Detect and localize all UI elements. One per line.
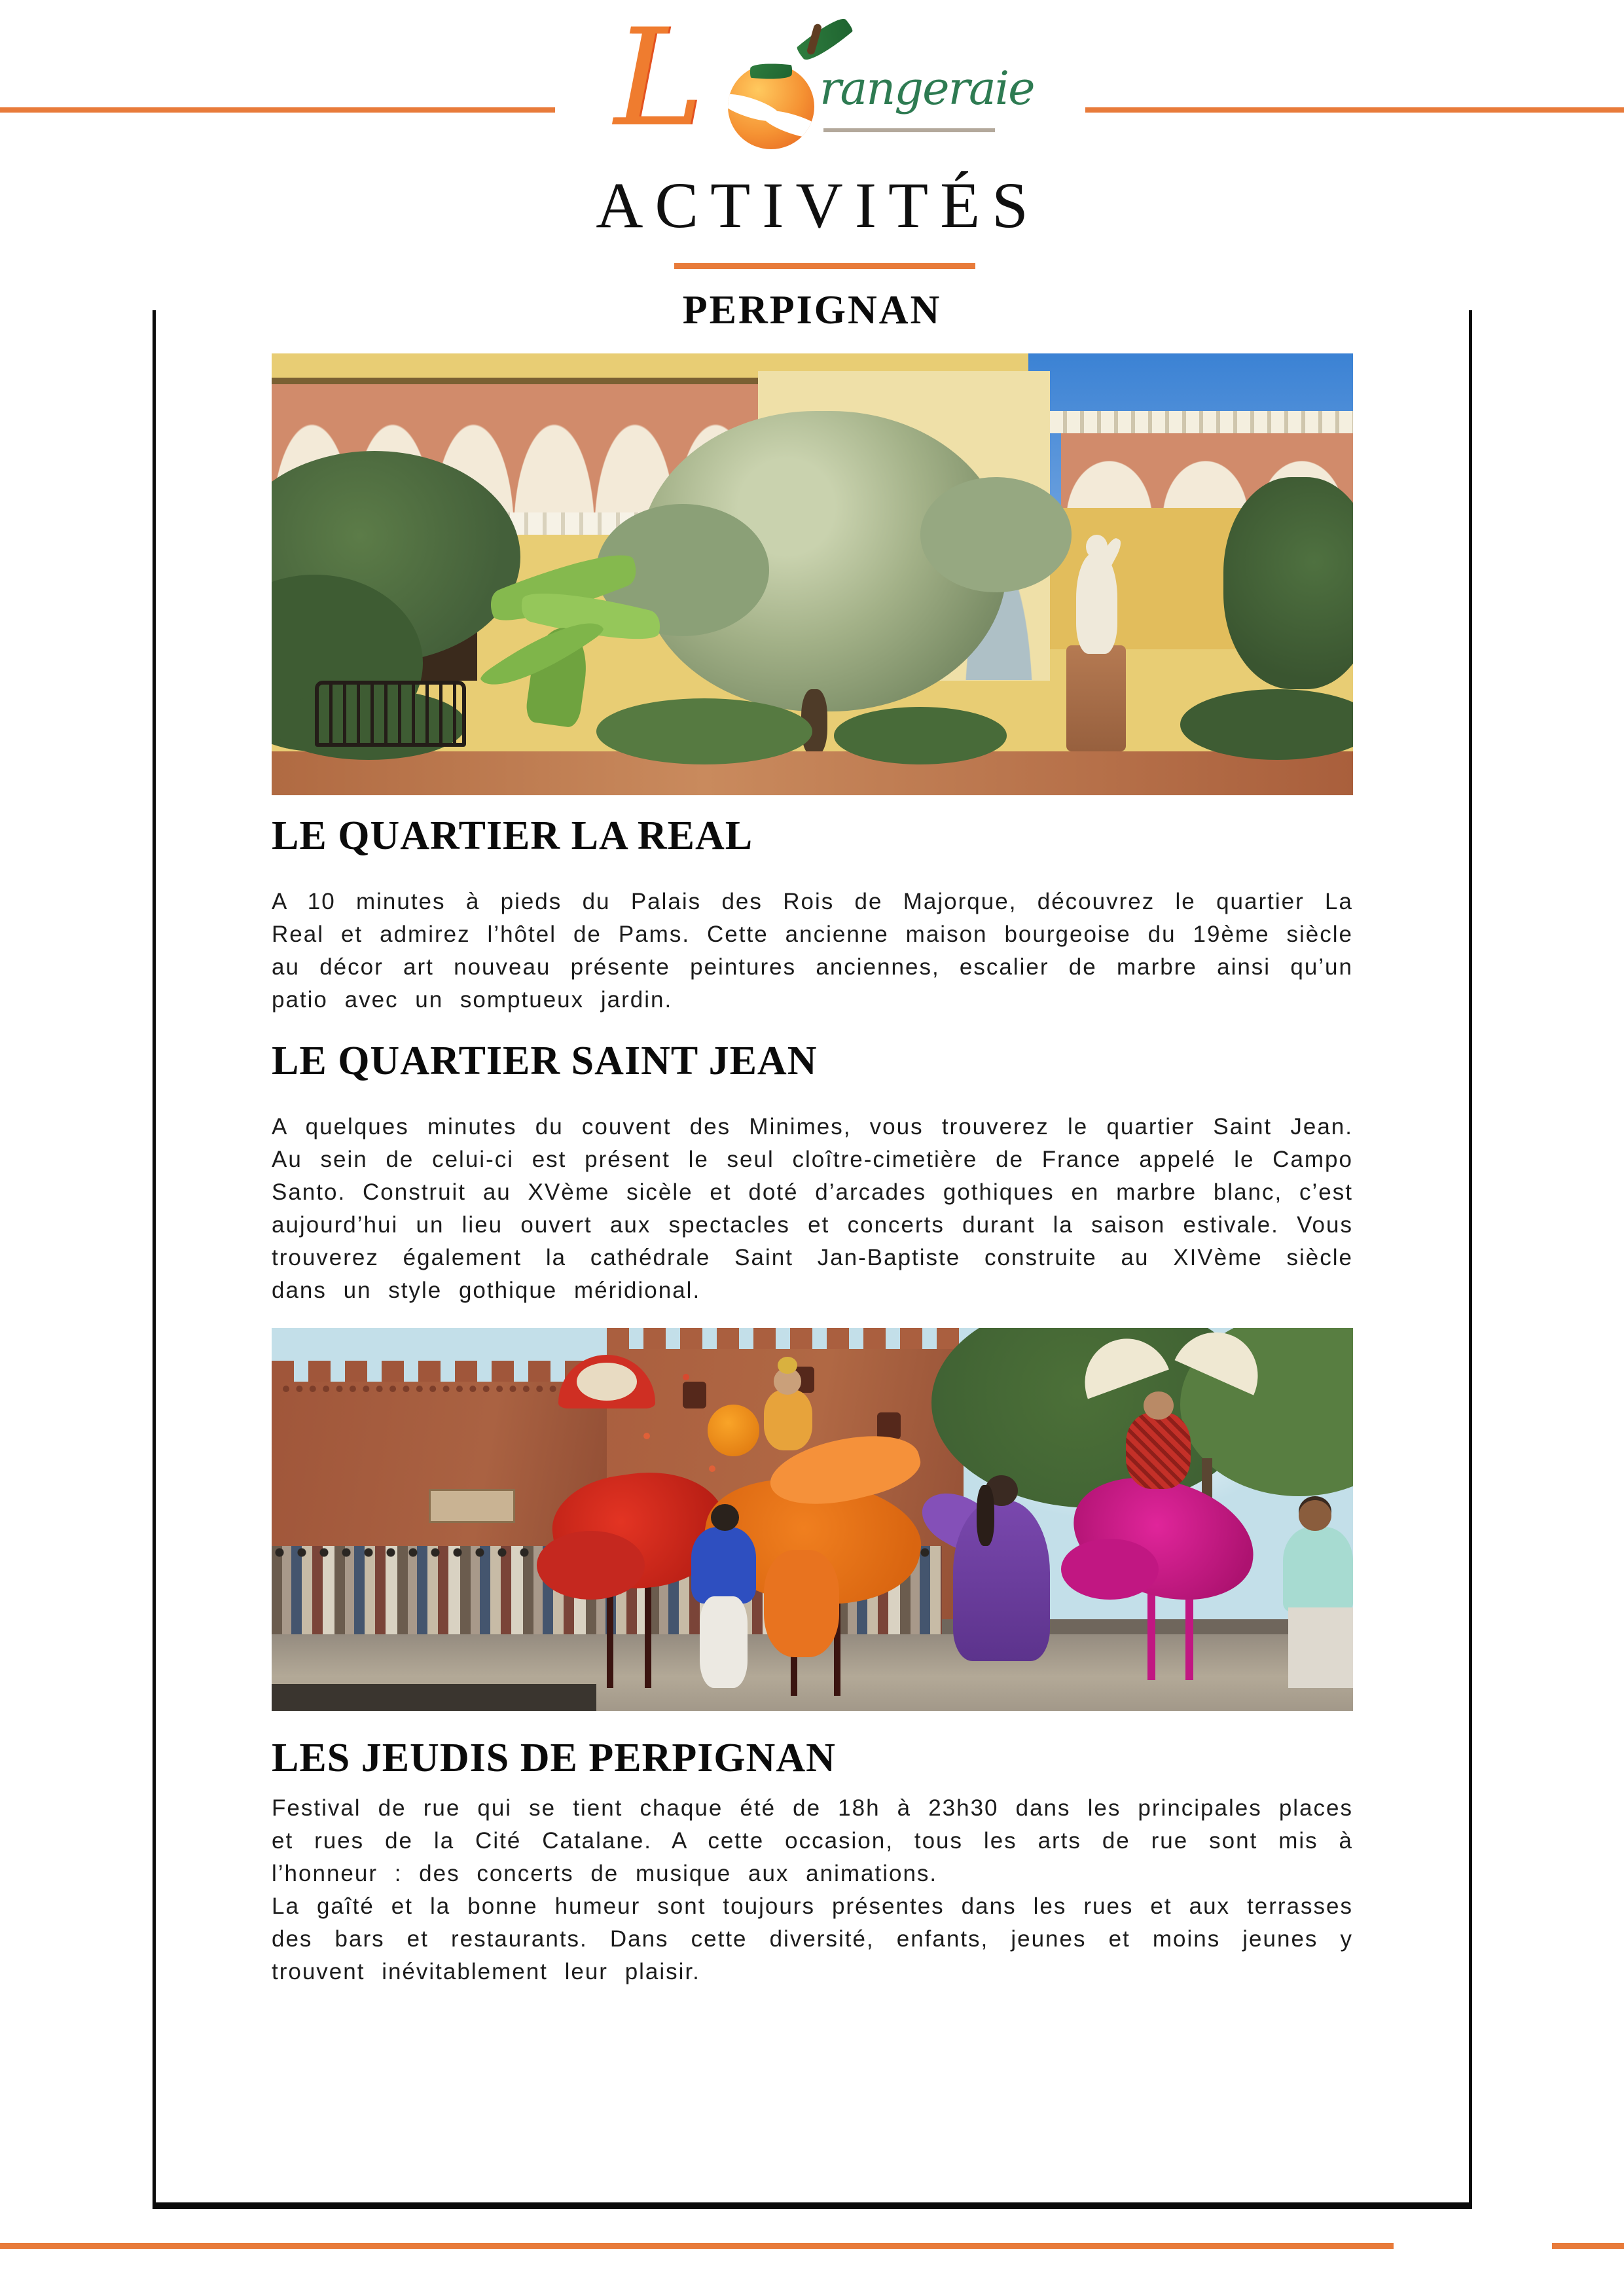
orange-swirl <box>759 105 814 144</box>
pink-performer <box>1144 1391 1174 1420</box>
climbing-plants <box>1223 477 1353 689</box>
card-frame-bottom <box>153 2202 1472 2209</box>
balustrade <box>1050 411 1353 433</box>
purple-performer <box>953 1500 1051 1661</box>
spectator <box>1288 1607 1353 1688</box>
logo-letter-l: L <box>614 1 704 156</box>
city-heading: PERPIGNAN <box>682 288 942 332</box>
top-accent-line-left <box>0 107 555 113</box>
patio-hotel-pams-photo <box>272 353 1353 795</box>
confetti <box>683 1374 689 1380</box>
man-blue-shirt <box>700 1596 748 1688</box>
section-paragraph: A quelques minutes du couvent des Minimes, vous trouverez le quartier Saint Jean. Au sein de celui-ci est présent le seul cloître-cimetière de France appelé le Campo Santo. Construit au XVème sicèle et doté d’arcades gothiques en marbre blanc, c’est aujourd’hui un lieu ouvert aux spectacles et concerts durant la saison estivale. Vous trouverez également la cathédrale Saint Jan-Baptiste construite au XIVème siècle dans un style gothique méridional. <box>272 1114 1353 1303</box>
garden-bench <box>315 681 466 747</box>
man-blue-shirt <box>691 1527 756 1604</box>
shrub <box>596 698 812 764</box>
stilt <box>645 1573 651 1688</box>
stilt-performer <box>778 1357 797 1374</box>
section-paragraph: Festival de rue qui se tient chaque été de 18h à 23h30 dans les principales places et rues de la Cité Catalane. A cette occasion, tous les arts de rue sont mis à l’honneur : des concerts de musique aux animations. <box>272 1795 1353 1886</box>
jeudis-de-perpignan-photo <box>272 1328 1353 1711</box>
stilt-performer <box>764 1390 812 1451</box>
stilt <box>1185 1588 1193 1680</box>
statue-pedestal <box>1066 645 1126 751</box>
olive-tree <box>920 477 1072 592</box>
page-title: ACTIVITÉS <box>596 169 1040 242</box>
castle-window <box>877 1412 901 1439</box>
red-parasol <box>577 1363 638 1401</box>
stilt <box>1147 1588 1155 1680</box>
pink-flower-costume <box>1061 1539 1159 1600</box>
logo-underline <box>823 128 995 132</box>
purple-performer <box>977 1485 994 1547</box>
section-heading-jeudis: LES JEUDIS DE PERPIGNAN <box>272 1736 836 1780</box>
section-paragraph: La gaîté et la bonne humeur sont toujours présentes dans les rues et aux terrasses des bars et restaurants. Dans cette diversité, enfants, jeunes et moins jeunes y trouvent inévitablement leur plaisir. <box>272 1893 1353 1984</box>
man-blue-shirt <box>711 1504 739 1531</box>
terracotta-ground <box>272 751 1353 796</box>
orange-flower-costume <box>764 1550 840 1657</box>
section-paragraph: A 10 minutes à pieds du Palais des Rois de Majorque, découvrez le quartier La Real et admirez l’hôtel de Pams. Cette ancienne maison bourgeoise du 19ème siècle au décor art nouveau présente peintures anciennes, escalier de marbre ainsi qu’un patio avec un somptueux jardin. <box>272 889 1353 1013</box>
pink-performer <box>1126 1412 1191 1489</box>
spectator <box>1299 1500 1331 1531</box>
bottom-accent-line-left <box>0 2243 1394 2249</box>
bottom-accent-line-right <box>1552 2243 1624 2249</box>
top-accent-line-right <box>1085 107 1624 113</box>
section-heading-saint-jean: LE QUARTIER SAINT JEAN <box>272 1039 818 1083</box>
shrub <box>1180 689 1353 760</box>
spectator <box>1283 1527 1353 1611</box>
red-flower-costume <box>537 1531 645 1600</box>
shrub <box>834 707 1007 764</box>
logo-wordmark: rangeraie <box>820 62 1034 115</box>
castle-crenellation <box>272 1361 607 1384</box>
castle-window <box>683 1382 706 1408</box>
leaf-icon <box>795 12 855 67</box>
castle-crenellation <box>607 1328 964 1349</box>
stone-plaque <box>429 1489 515 1524</box>
section-heading-la-real: LE QUARTIER LA REAL <box>272 814 753 858</box>
machicolation <box>283 1386 596 1392</box>
content-card <box>153 310 1472 2202</box>
title-accent-underline <box>674 263 975 269</box>
orange-lantern <box>708 1405 759 1456</box>
ground-mat <box>272 1684 596 1711</box>
